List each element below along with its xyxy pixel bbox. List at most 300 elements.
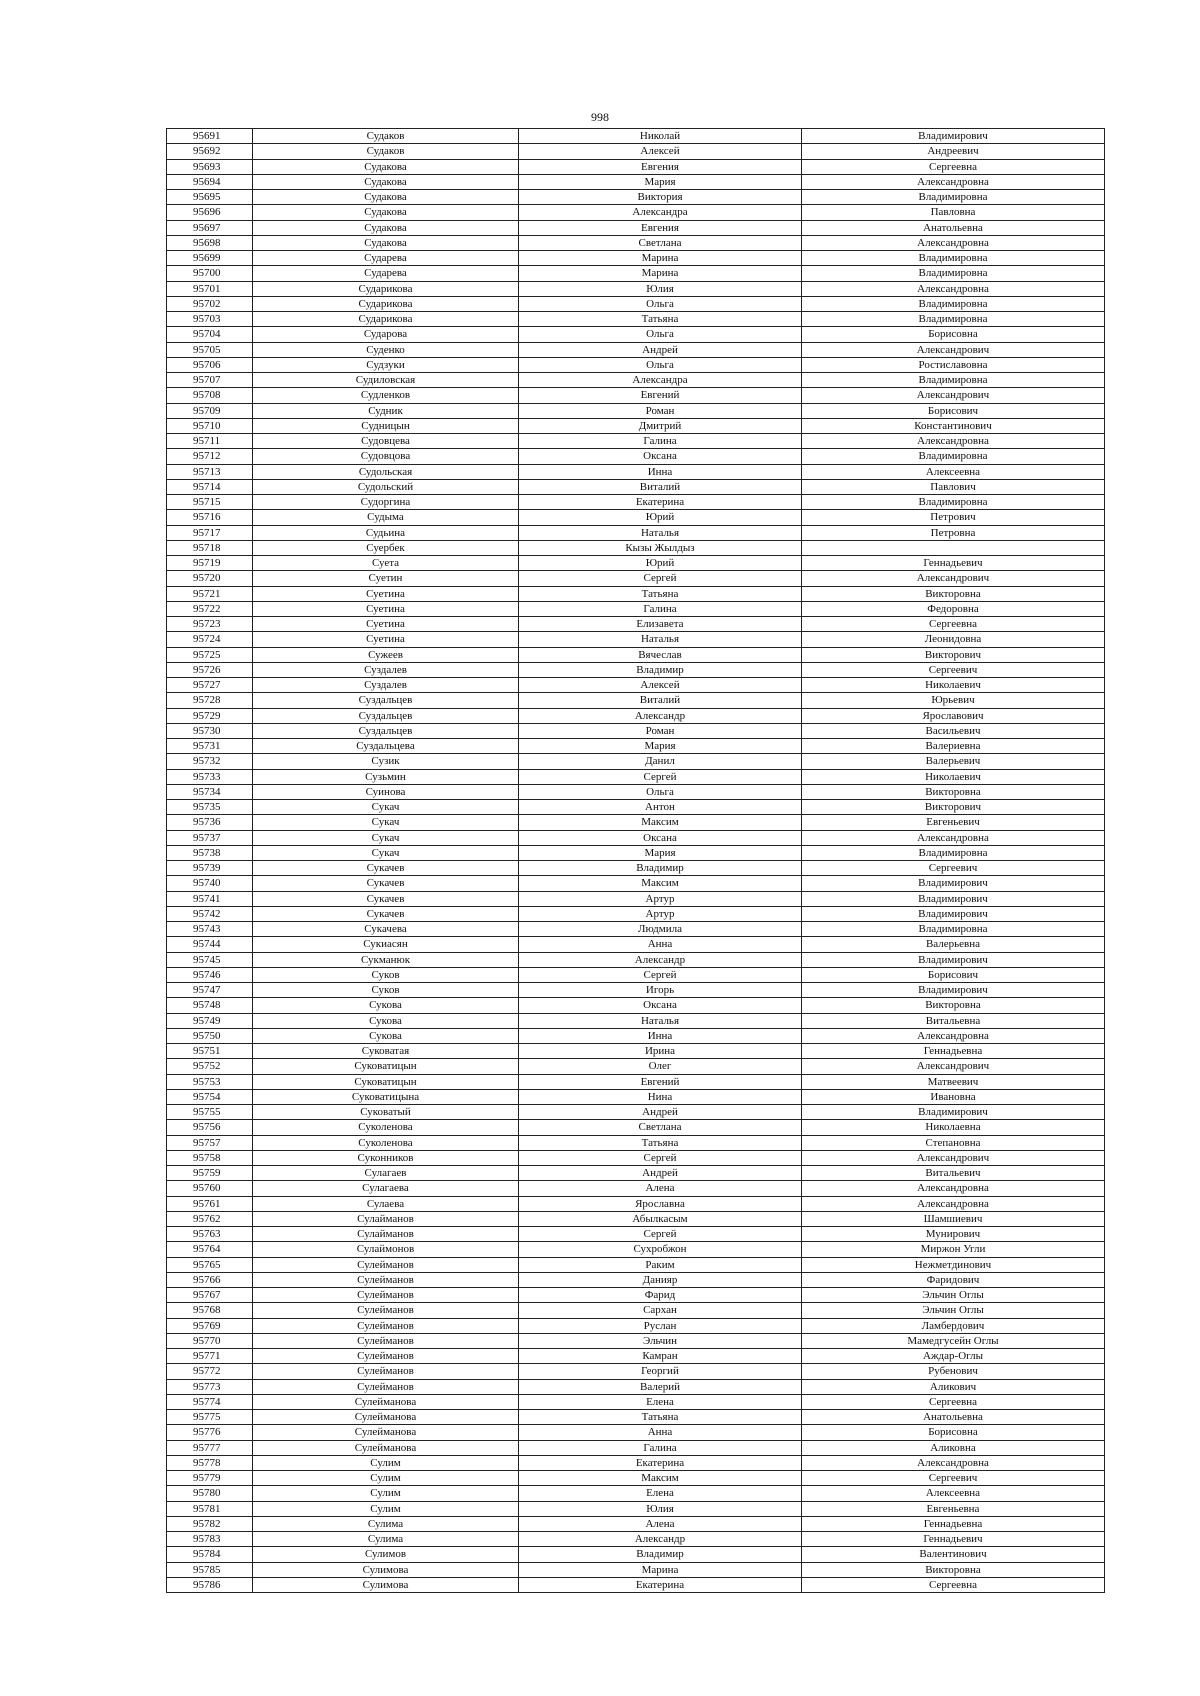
record-number-cell: 95776 (167, 1425, 253, 1440)
table-row (167, 205, 1105, 220)
patronymic-cell: Валериевна (802, 739, 1105, 754)
patronymic-cell: Александрович (802, 388, 1105, 403)
table-row (167, 1364, 1105, 1379)
record-number-cell: 95753 (167, 1074, 253, 1089)
record-number-cell: 95717 (167, 525, 253, 540)
record-number-cell: 95694 (167, 174, 253, 189)
surname-cell: Сулим (253, 1501, 519, 1516)
record-number-cell: 95711 (167, 434, 253, 449)
patronymic-cell: Нежметдинович (802, 1257, 1105, 1272)
patronymic-cell: Викторович (802, 647, 1105, 662)
patronymic-cell: Аликовна (802, 1440, 1105, 1455)
first-name-cell: Данил (519, 754, 802, 769)
table-row (167, 1196, 1105, 1211)
record-number-cell: 95783 (167, 1532, 253, 1547)
surname-cell: Сулейманова (253, 1425, 519, 1440)
surname-cell: Судиловская (253, 373, 519, 388)
record-number-cell: 95766 (167, 1272, 253, 1287)
table-row (167, 586, 1105, 601)
patronymic-cell: Владимирович (802, 876, 1105, 891)
first-name-cell: Виталий (519, 693, 802, 708)
first-name-cell: Татьяна (519, 586, 802, 601)
patronymic-cell: Владимирович (802, 906, 1105, 921)
record-number-cell: 95732 (167, 754, 253, 769)
table-row (167, 1440, 1105, 1455)
first-name-cell: Оксана (519, 449, 802, 464)
table-row (167, 876, 1105, 891)
record-number-cell: 95757 (167, 1135, 253, 1150)
table-row (167, 1227, 1105, 1242)
record-number-cell: 95713 (167, 464, 253, 479)
surname-cell: Сударикова (253, 312, 519, 327)
first-name-cell: Наталья (519, 525, 802, 540)
table-row (167, 1211, 1105, 1226)
table-row (167, 662, 1105, 677)
patronymic-cell: Шамшиевич (802, 1211, 1105, 1226)
record-number-cell: 95722 (167, 601, 253, 616)
patronymic-cell: Александрович (802, 1150, 1105, 1165)
first-name-cell: Инна (519, 1028, 802, 1043)
patronymic-cell: Сергеевна (802, 1394, 1105, 1409)
patronymic-cell: Мамедгусейн Оглы (802, 1333, 1105, 1348)
table-row (167, 1166, 1105, 1181)
surname-cell: Судольская (253, 464, 519, 479)
surname-cell: Сулейманова (253, 1440, 519, 1455)
first-name-cell: Евгения (519, 220, 802, 235)
table-row (167, 967, 1105, 982)
surname-cell: Суконников (253, 1150, 519, 1165)
first-name-cell: Юрий (519, 510, 802, 525)
record-number-cell: 95773 (167, 1379, 253, 1394)
table-row (167, 510, 1105, 525)
record-number-cell: 95750 (167, 1028, 253, 1043)
record-number-cell: 95709 (167, 403, 253, 418)
patronymic-cell: Ламбердович (802, 1318, 1105, 1333)
patronymic-cell: Борисович (802, 403, 1105, 418)
record-number-cell: 95774 (167, 1394, 253, 1409)
table-row (167, 1059, 1105, 1074)
patronymic-cell: Витальевич (802, 1166, 1105, 1181)
record-number-cell: 95734 (167, 784, 253, 799)
surname-cell: Сукиасян (253, 937, 519, 952)
surname-cell: Суздальцев (253, 708, 519, 723)
surname-cell: Сулейманов (253, 1257, 519, 1272)
record-number-cell: 95700 (167, 266, 253, 281)
first-name-cell: Роман (519, 723, 802, 738)
record-number-cell: 95771 (167, 1349, 253, 1364)
table-row (167, 434, 1105, 449)
table-row (167, 1486, 1105, 1501)
patronymic-cell: Владимирович (802, 1105, 1105, 1120)
first-name-cell: Алена (519, 1516, 802, 1531)
patronymic-cell: Владимировна (802, 373, 1105, 388)
table-row (167, 937, 1105, 952)
patronymic-cell: Юрьевич (802, 693, 1105, 708)
table-row (167, 830, 1105, 845)
surname-cell: Судаков (253, 144, 519, 159)
first-name-cell: Сухробжон (519, 1242, 802, 1257)
table-row (167, 906, 1105, 921)
surname-cell: Сударева (253, 251, 519, 266)
table-row (167, 1318, 1105, 1333)
record-number-cell: 95759 (167, 1166, 253, 1181)
first-name-cell: Вячеслав (519, 647, 802, 662)
surname-cell: Сулаева (253, 1196, 519, 1211)
patronymic-cell: Андреевич (802, 144, 1105, 159)
first-name-cell: Георгий (519, 1364, 802, 1379)
patronymic-cell: Сергеевич (802, 861, 1105, 876)
first-name-cell: Александр (519, 952, 802, 967)
patronymic-cell: Александровна (802, 174, 1105, 189)
surname-cell: Сужеев (253, 647, 519, 662)
record-number-cell: 95733 (167, 769, 253, 784)
surname-cell: Судзуки (253, 357, 519, 372)
surname-cell: Суетин (253, 571, 519, 586)
first-name-cell: Андрей (519, 1166, 802, 1181)
first-name-cell: Кызы Жылдыз (519, 540, 802, 555)
record-number-cell: 95785 (167, 1562, 253, 1577)
table-row (167, 556, 1105, 571)
record-number-cell: 95754 (167, 1089, 253, 1104)
surname-cell: Судакова (253, 174, 519, 189)
surname-cell: Судницын (253, 418, 519, 433)
patronymic-cell: Ярославович (802, 708, 1105, 723)
record-number-cell: 95772 (167, 1364, 253, 1379)
surname-cell: Суетина (253, 586, 519, 601)
record-number-cell: 95716 (167, 510, 253, 525)
table-row (167, 1044, 1105, 1059)
patronymic-cell: Викторовна (802, 1562, 1105, 1577)
patronymic-cell: Алексеевна (802, 464, 1105, 479)
record-number-cell: 95756 (167, 1120, 253, 1135)
table-row (167, 678, 1105, 693)
patronymic-cell: Николаевна (802, 1120, 1105, 1135)
surname-cell: Сулейманов (253, 1379, 519, 1394)
table-row (167, 1516, 1105, 1531)
record-number-cell: 95714 (167, 479, 253, 494)
patronymic-cell: Эльчин Оглы (802, 1288, 1105, 1303)
record-number-cell: 95703 (167, 312, 253, 327)
first-name-cell: Алена (519, 1181, 802, 1196)
record-number-cell: 95767 (167, 1288, 253, 1303)
surname-cell: Сулейманов (253, 1288, 519, 1303)
patronymic-cell: Геннадьевич (802, 1532, 1105, 1547)
table-row (167, 159, 1105, 174)
table-row (167, 1471, 1105, 1486)
first-name-cell: Ольга (519, 327, 802, 342)
surname-cell: Сукачев (253, 906, 519, 921)
first-name-cell: Ирина (519, 1044, 802, 1059)
first-name-cell: Камран (519, 1349, 802, 1364)
surname-cell: Сударикова (253, 296, 519, 311)
table-row (167, 784, 1105, 799)
patronymic-cell: Александрович (802, 342, 1105, 357)
first-name-cell: Александр (519, 1532, 802, 1547)
patronymic-cell: Матвеевич (802, 1074, 1105, 1089)
surname-cell: Судовцова (253, 449, 519, 464)
first-name-cell: Владимир (519, 861, 802, 876)
patronymic-cell: Сергеевна (802, 1577, 1105, 1592)
record-number-cell: 95742 (167, 906, 253, 921)
patronymic-cell: Васильевич (802, 723, 1105, 738)
first-name-cell: Александра (519, 205, 802, 220)
record-number-cell: 95763 (167, 1227, 253, 1242)
first-name-cell: Сархан (519, 1303, 802, 1318)
first-name-cell: Фарид (519, 1288, 802, 1303)
table-row (167, 922, 1105, 937)
first-name-cell: Ольга (519, 784, 802, 799)
patronymic-cell: Анатольевна (802, 1410, 1105, 1425)
first-name-cell: Оксана (519, 830, 802, 845)
surname-cell: Сукова (253, 1028, 519, 1043)
surname-cell: Сулайманов (253, 1211, 519, 1226)
first-name-cell: Артур (519, 906, 802, 921)
patronymic-cell: Владимировна (802, 266, 1105, 281)
table-row (167, 1120, 1105, 1135)
patronymic-cell: Викторовна (802, 998, 1105, 1013)
table-row (167, 845, 1105, 860)
record-number-cell: 95735 (167, 800, 253, 815)
surname-cell: Сулайманов (253, 1227, 519, 1242)
surname-cell: Суета (253, 556, 519, 571)
first-name-cell: Владимир (519, 1547, 802, 1562)
table-row (167, 769, 1105, 784)
surname-cell: Сулейманов (253, 1333, 519, 1348)
patronymic-cell: Павловна (802, 205, 1105, 220)
first-name-cell: Екатерина (519, 1455, 802, 1470)
patronymic-cell: Геннадьевич (802, 556, 1105, 571)
first-name-cell: Инна (519, 464, 802, 479)
patronymic-cell: Анатольевна (802, 220, 1105, 235)
patronymic-cell (802, 540, 1105, 555)
surname-cell: Судыма (253, 510, 519, 525)
first-name-cell: Эльчин (519, 1333, 802, 1348)
patronymic-cell: Борисовна (802, 327, 1105, 342)
table-row (167, 1089, 1105, 1104)
record-number-cell: 95775 (167, 1410, 253, 1425)
table-row (167, 1379, 1105, 1394)
patronymic-cell: Степановна (802, 1135, 1105, 1150)
surname-cell: Суздальцев (253, 723, 519, 738)
surname-cell: Сударикова (253, 281, 519, 296)
record-number-cell: 95730 (167, 723, 253, 738)
first-name-cell: Татьяна (519, 1135, 802, 1150)
patronymic-cell: Федоровна (802, 601, 1105, 616)
first-name-cell: Наталья (519, 632, 802, 647)
first-name-cell: Николай (519, 129, 802, 144)
record-number-cell: 95724 (167, 632, 253, 647)
patronymic-cell: Владимирович (802, 983, 1105, 998)
table-row (167, 1013, 1105, 1028)
table-row (167, 296, 1105, 311)
first-name-cell: Максим (519, 1471, 802, 1486)
table-row (167, 373, 1105, 388)
record-number-cell: 95720 (167, 571, 253, 586)
first-name-cell: Юрий (519, 556, 802, 571)
patronymic-cell: Сергеевна (802, 617, 1105, 632)
surname-cell: Суколенова (253, 1120, 519, 1135)
first-name-cell: Артур (519, 891, 802, 906)
first-name-cell: Елена (519, 1394, 802, 1409)
record-number-cell: 95725 (167, 647, 253, 662)
patronymic-cell: Валентинович (802, 1547, 1105, 1562)
patronymic-cell: Аликович (802, 1379, 1105, 1394)
first-name-cell: Оксана (519, 998, 802, 1013)
patronymic-cell: Петрович (802, 510, 1105, 525)
first-name-cell: Анна (519, 937, 802, 952)
surname-cell: Сулимова (253, 1562, 519, 1577)
table-row (167, 647, 1105, 662)
first-name-cell: Наталья (519, 1013, 802, 1028)
record-number-cell: 95761 (167, 1196, 253, 1211)
surname-cell: Судник (253, 403, 519, 418)
record-number-cell: 95697 (167, 220, 253, 235)
surname-cell: Суковатицын (253, 1059, 519, 1074)
record-number-cell: 95743 (167, 922, 253, 937)
surname-cell: Сулимова (253, 1577, 519, 1592)
surname-cell: Суков (253, 967, 519, 982)
table-row (167, 235, 1105, 250)
first-name-cell: Нина (519, 1089, 802, 1104)
first-name-cell: Елизавета (519, 617, 802, 632)
table-row (167, 1135, 1105, 1150)
patronymic-cell: Евгеньевич (802, 815, 1105, 830)
record-number-cell: 95706 (167, 357, 253, 372)
patronymic-cell: Миржон Угли (802, 1242, 1105, 1257)
surname-cell: Сулим (253, 1486, 519, 1501)
table-row (167, 571, 1105, 586)
table-row (167, 266, 1105, 281)
first-name-cell: Алексей (519, 678, 802, 693)
first-name-cell: Сергей (519, 571, 802, 586)
record-number-cell: 95721 (167, 586, 253, 601)
table-row (167, 1242, 1105, 1257)
record-number-cell: 95731 (167, 739, 253, 754)
record-number-cell: 95758 (167, 1150, 253, 1165)
patronymic-cell: Владимировна (802, 251, 1105, 266)
surname-cell: Сукач (253, 830, 519, 845)
surname-cell: Сулейманов (253, 1272, 519, 1287)
table-row (167, 1028, 1105, 1043)
table-row (167, 739, 1105, 754)
record-number-cell: 95695 (167, 190, 253, 205)
patronymic-cell: Ростиславовна (802, 357, 1105, 372)
surname-cell: Сулагаев (253, 1166, 519, 1181)
table-row (167, 220, 1105, 235)
patronymic-cell: Рубенович (802, 1364, 1105, 1379)
first-name-cell: Сергей (519, 769, 802, 784)
table-row (167, 998, 1105, 1013)
table-row (167, 861, 1105, 876)
table-row (167, 723, 1105, 738)
first-name-cell: Антон (519, 800, 802, 815)
table-row (167, 144, 1105, 159)
table-row (167, 1303, 1105, 1318)
first-name-cell: Владимир (519, 662, 802, 677)
first-name-cell: Абылкасым (519, 1211, 802, 1226)
first-name-cell: Мария (519, 845, 802, 860)
first-name-cell: Алексей (519, 144, 802, 159)
record-number-cell: 95741 (167, 891, 253, 906)
record-number-cell: 95770 (167, 1333, 253, 1348)
patronymic-cell: Геннадьевна (802, 1516, 1105, 1531)
patronymic-cell: Александровна (802, 1196, 1105, 1211)
first-name-cell: Игорь (519, 983, 802, 998)
table-row (167, 1272, 1105, 1287)
first-name-cell: Сергей (519, 967, 802, 982)
patronymic-cell: Викторович (802, 800, 1105, 815)
surname-cell: Сукачев (253, 876, 519, 891)
patronymic-cell: Александровна (802, 1181, 1105, 1196)
surname-cell: Сулагаева (253, 1181, 519, 1196)
first-name-cell: Ольга (519, 357, 802, 372)
record-number-cell: 95755 (167, 1105, 253, 1120)
patronymic-cell: Владимировна (802, 312, 1105, 327)
patronymic-cell: Владимировна (802, 845, 1105, 860)
patronymic-cell: Борисович (802, 967, 1105, 982)
surname-cell: Сулим (253, 1471, 519, 1486)
patronymic-cell: Александрович (802, 571, 1105, 586)
first-name-cell: Людмила (519, 922, 802, 937)
roster-table (166, 128, 1105, 1593)
record-number-cell: 95765 (167, 1257, 253, 1272)
first-name-cell: Александр (519, 708, 802, 723)
table-row (167, 952, 1105, 967)
record-number-cell: 95778 (167, 1455, 253, 1470)
record-number-cell: 95769 (167, 1318, 253, 1333)
patronymic-cell: Петровна (802, 525, 1105, 540)
patronymic-cell: Эльчин Оглы (802, 1303, 1105, 1318)
record-number-cell: 95698 (167, 235, 253, 250)
first-name-cell: Раким (519, 1257, 802, 1272)
surname-cell: Судакова (253, 190, 519, 205)
patronymic-cell: Евгеньевна (802, 1501, 1105, 1516)
first-name-cell: Галина (519, 1440, 802, 1455)
page-number: 998 (591, 110, 609, 124)
surname-cell: Сукач (253, 800, 519, 815)
patronymic-cell: Сергеевна (802, 159, 1105, 174)
surname-cell: Судовцева (253, 434, 519, 449)
table-row (167, 1349, 1105, 1364)
table-row (167, 357, 1105, 372)
table-row (167, 1562, 1105, 1577)
table-row (167, 1547, 1105, 1562)
first-name-cell: Андрей (519, 342, 802, 357)
surname-cell: Сукова (253, 998, 519, 1013)
table-row (167, 1425, 1105, 1440)
table-row (167, 312, 1105, 327)
patronymic-cell: Сергеевич (802, 662, 1105, 677)
patronymic-cell: Борисовна (802, 1425, 1105, 1440)
table-row (167, 540, 1105, 555)
table-row (167, 281, 1105, 296)
first-name-cell: Анна (519, 1425, 802, 1440)
surname-cell: Сукачева (253, 922, 519, 937)
record-number-cell: 95748 (167, 998, 253, 1013)
surname-cell: Суздалев (253, 678, 519, 693)
surname-cell: Сукач (253, 845, 519, 860)
table-row (167, 464, 1105, 479)
surname-cell: Суербек (253, 540, 519, 555)
record-number-cell: 95781 (167, 1501, 253, 1516)
first-name-cell: Галина (519, 601, 802, 616)
table-row (167, 1150, 1105, 1165)
first-name-cell: Евгений (519, 388, 802, 403)
record-number-cell: 95726 (167, 662, 253, 677)
first-name-cell: Марина (519, 266, 802, 281)
surname-cell: Сулейманова (253, 1394, 519, 1409)
surname-cell: Сулимов (253, 1547, 519, 1562)
